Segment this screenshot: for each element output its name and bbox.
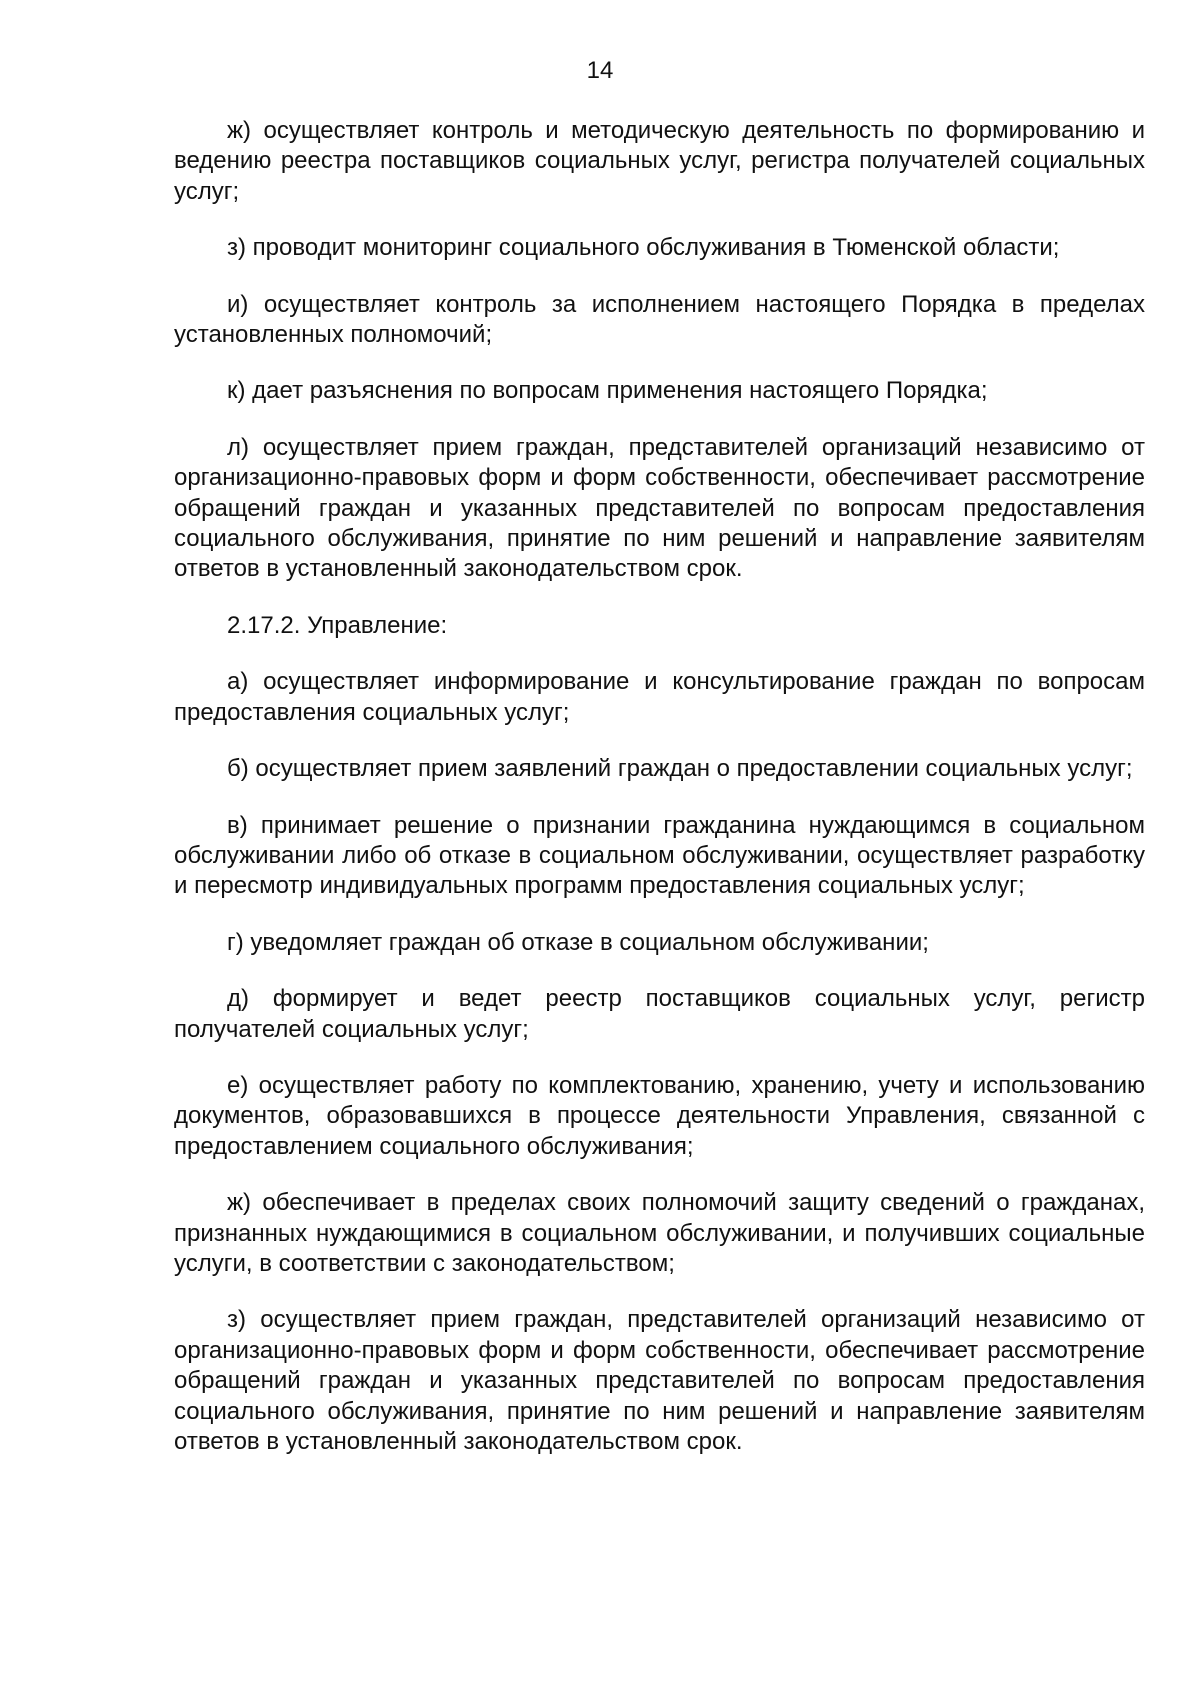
paragraph-z-reception: з) осуществляет прием граждан, представителей организаций независимо от организационно-правовых форм и форм собственности, обеспечивает рассмотрение обращений граждан и указанных представителей по вопросам предоставления социального обслуживания, принятие по ним решений и направление заявителям ответов в установленный законодательством срок. xyxy=(174,1306,1145,1455)
paragraph-l-reception: л) осуществляет прием граждан, представителей организаций независимо от организационно-правовых форм и форм собственности, обеспечивает рассмотрение обращений граждан и указанных представителей по вопросам предоставления социального обслуживания, принятие по ним решений и направление заявителям ответов в установленный законодательством срок. xyxy=(174,433,1145,583)
paragraph-g-notification: г) уведомляет граждан об отказе в социальном обслуживании; xyxy=(227,928,929,956)
paragraph-a-informing: а) осуществляет информирование и консультирование граждан по вопросам предоставления социальных услуг; xyxy=(174,668,1145,726)
paragraph-z-monitoring: з) проводит мониторинг социального обслуживания в Тюменской области; xyxy=(227,234,1060,262)
paragraph-b-applications: б) осуществляет прием заявлений граждан о предоставлении социальных услуг; xyxy=(227,755,1133,783)
paragraph-v-decision: в) принимает решение о признании гражданина нуждающимся в социальном обслуживании либо об отказе в социальном обслуживании, осуществляет разработку и пересмотр индивидуальных программ предоставления социальных услуг; xyxy=(174,811,1145,900)
paragraph-k-explanations: к) дает разъяснения по вопросам применения настоящего Порядка; xyxy=(227,377,988,405)
page-number: 14 xyxy=(586,57,614,84)
document-body xyxy=(174,116,1145,1457)
section-heading-2-17-2: 2.17.2. Управление: xyxy=(227,611,448,639)
paragraph-e-documents: е) осуществляет работу по комплектованию, хранению, учету и использованию документов, образовавшихся в процессе деятельности Управления, связанной с предоставлением социального обслуживания; xyxy=(174,1071,1145,1160)
paragraph-zh-protection: ж) обеспечивает в пределах своих полномочий защиту сведений о гражданах, признанных нуждающимися в социальном обслуживании, и получивших социальные услуги, в соответствии с законодательством; xyxy=(174,1189,1145,1277)
paragraph-zh-control: ж) осуществляет контроль и методическую деятельность по формированию и ведению реестра поставщиков социальных услуг, регистра получателей социальных услуг; xyxy=(174,117,1145,205)
paragraph-i-control: и) осуществляет контроль за исполнением настоящего Порядка в пределах установленных полномочий; xyxy=(174,290,1145,349)
paragraph-d-registry: д) формирует и ведет реестр поставщиков социальных услуг, регистр получателей социальных услуг; xyxy=(174,985,1145,1043)
